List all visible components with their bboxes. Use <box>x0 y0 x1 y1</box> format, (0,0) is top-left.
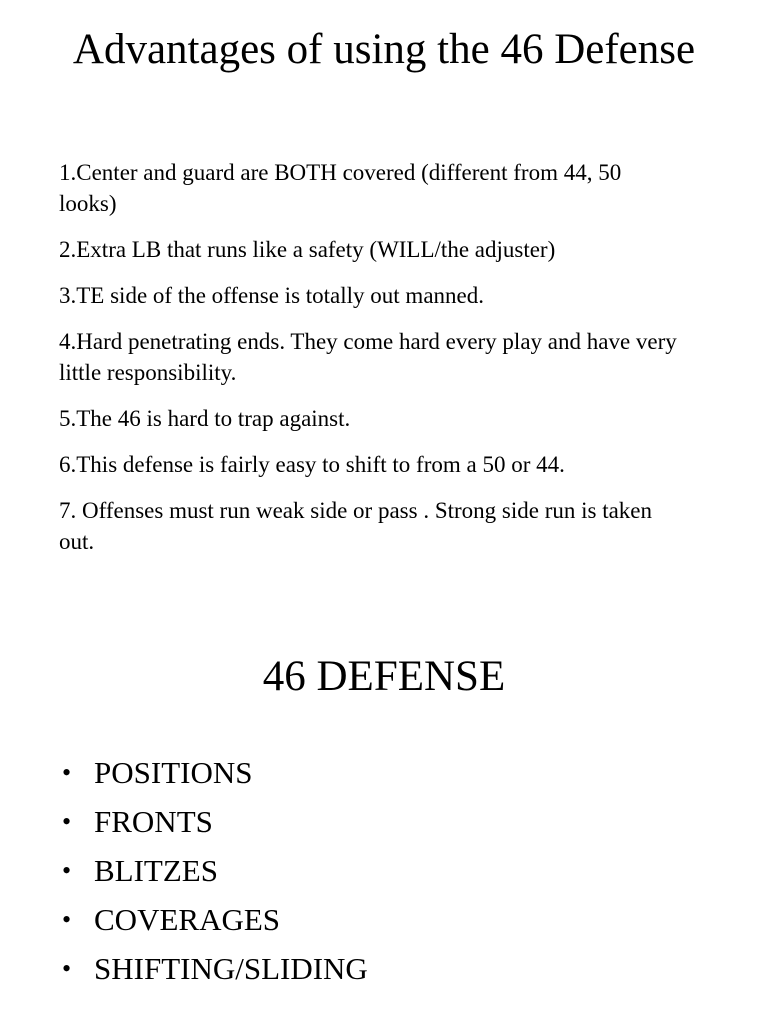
list-item: 6.This defense is fairly easy to shift to from a 50 or 44. <box>59 452 565 477</box>
topic-label: POSITIONS <box>94 755 253 790</box>
slide-46-defense <box>0 600 768 1024</box>
list-item <box>62 797 368 846</box>
topic-label: COVERAGES <box>94 902 281 937</box>
list-item <box>62 748 368 797</box>
bullet-icon: • <box>62 758 72 787</box>
topics-list <box>62 748 368 993</box>
slide-title: Advantages of using the 46 Defense <box>72 26 696 73</box>
list-item: 3.TE side of the offense is totally out manned. <box>59 283 484 308</box>
topic-label: FRONTS <box>94 804 213 839</box>
list-item: 4.Hard penetrating ends. They come hard every play and have very little responsibility. <box>59 329 677 385</box>
list-item <box>62 895 368 944</box>
bullet-icon: • <box>62 856 72 885</box>
list-item <box>62 944 368 993</box>
bullet-icon: • <box>62 905 72 934</box>
topic-label: SHIFTING/SLIDING <box>94 951 368 986</box>
list-item: 7. Offenses must run weak side or pass . Strong side run is taken out. <box>59 498 653 554</box>
advantages-list <box>59 157 679 572</box>
topic-label: BLITZES <box>94 853 218 888</box>
bullet-icon: • <box>62 807 72 836</box>
list-item: 1.Center and guard are BOTH covered (different from 44, 50 looks) <box>59 160 622 216</box>
list-item: 2.Extra LB that runs like a safety (WILL/the adjuster) <box>59 237 556 262</box>
list-item: 5.The 46 is hard to trap against. <box>59 406 351 431</box>
bullet-icon: • <box>62 954 72 983</box>
list-item <box>62 846 368 895</box>
slide-title: 46 DEFENSE <box>262 653 506 700</box>
